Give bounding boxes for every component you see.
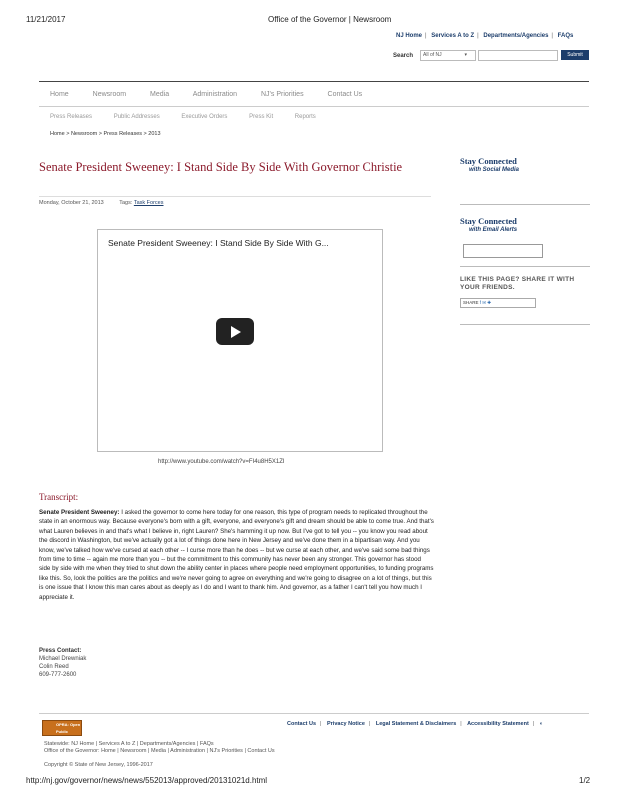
search-label: Search: [393, 53, 414, 59]
video-title[interactable]: Senate President Sweeney: I Stand Side By Side With G...: [108, 238, 329, 248]
subnav-press-releases[interactable]: Press Releases: [50, 114, 93, 120]
search-submit-button[interactable]: Submit: [561, 50, 589, 60]
share-icons: f ✉ ✚: [479, 300, 492, 305]
tags-label: Tags:: [119, 200, 133, 206]
top-link-faqs[interactable]: FAQs: [557, 33, 574, 39]
divider: [460, 266, 590, 267]
breadcrumb[interactable]: Home > Newsroom > Press Releases > 2013: [50, 131, 161, 137]
print-title: Office of the Governor | Newsroom: [268, 15, 392, 24]
footer-link-contact[interactable]: Contact Us: [287, 721, 317, 727]
opra-logo[interactable]: OPRA: Open Public Records Act: [42, 720, 82, 736]
footer-link-legal[interactable]: Legal Statement & Disclaimers: [375, 721, 457, 727]
print-page: 1/2: [579, 776, 591, 785]
footer-link-accessibility[interactable]: Accessibility Statement: [467, 721, 529, 727]
transcript-speaker: Senate President Sweeney:: [39, 509, 120, 516]
subnav-public-addresses[interactable]: Public Addresses: [113, 114, 160, 120]
divider: [39, 81, 589, 82]
nav-contact[interactable]: Contact Us: [327, 91, 363, 98]
footer-office[interactable]: Office of the Governor: Home | Newsroom | Media | Administration | NJ's Priorities | Contact Us: [44, 748, 275, 754]
footer-links: Contact Us | Privacy Notice | Legal Statement & Disclaimers | Accessibility Statement | ◐: [287, 721, 544, 727]
subnav-press-kit[interactable]: Press Kit: [249, 114, 274, 120]
page-title: Senate President Sweeney: I Stand Side By Side With Governor Christie: [39, 160, 403, 174]
article-date: Monday, October 21, 2013: [39, 200, 104, 206]
social-subheading: with Social Media: [469, 167, 520, 173]
sub-nav: [50, 114, 336, 120]
nav-newsroom[interactable]: Newsroom: [92, 91, 127, 98]
play-icon[interactable]: [216, 318, 254, 345]
share-button[interactable]: [460, 298, 536, 308]
transcript-heading: Transcript:: [39, 492, 79, 502]
top-link-nj-home[interactable]: NJ Home: [396, 33, 423, 39]
nav-media[interactable]: Media: [150, 91, 170, 98]
divider: [39, 106, 589, 107]
top-link-departments[interactable]: Departments/Agencies: [483, 33, 549, 39]
subnav-executive-orders[interactable]: Executive Orders: [181, 114, 228, 120]
top-link-services[interactable]: Services A to Z: [431, 33, 475, 39]
nav-administration[interactable]: Administration: [192, 91, 238, 98]
print-date: 11/21/2017: [26, 15, 66, 24]
footer-link-privacy[interactable]: Privacy Notice: [327, 721, 365, 727]
article-meta: [39, 200, 164, 206]
press-contact: [39, 647, 86, 679]
copyright: Copyright © State of New Jersey, 1996-2017: [44, 762, 153, 768]
divider: [39, 713, 589, 714]
print-url: http://nj.gov/governor/news/news/552013/approved/20131021d.html: [26, 776, 268, 785]
transcript-text: I asked the governor to come here today for one reason, this type of program needs to replicated throughout the state in an enormous way. Because everyone's born with a gift, everyone, and everyone's gift and dream should be able to come true. And that's what Lauren believes in and that's what I believe in, right Lauren? She's hamming it up now. But I've got to tell you -- you know you read about the discord in Washington, but we've actually got a lot of things done here in New Jersey and we've done them in a bipartisan way. And you know, we've talked how we've cursed at each other -- I curse more than he does -- but we curse at each other, and we've said some bad things from time to time -- again me more than you -- but the commitment to this community has never been any stronger. This governor has stood side by side with me when they tried to shut down the ability center in places where people need employment opportunities, to funding programs like this. So, look the politics are the politics and we're never going to agree on everything and we're going to disagree on a lot of things, but this is one issue that I know this man cares about as deeply as I do and I want to thank him. And governor, as a father I can't tell you how much I appreciate it.: [39, 509, 434, 601]
chevron-down-icon: ▾: [464, 52, 467, 58]
nav-home[interactable]: Home: [50, 91, 69, 98]
share-label: SHARE: [463, 300, 479, 305]
contact-label: Press Contact:: [39, 648, 82, 654]
accessibility-icon[interactable]: ◐: [539, 721, 544, 727]
email-subheading: with Email Alerts: [469, 227, 518, 233]
contact-phone: 609-777-2600: [39, 672, 77, 678]
email-heading: Stay Connected: [460, 216, 517, 226]
top-links: NJ Home | Services A to Z | Departments/Agencies | FAQs: [396, 33, 574, 39]
contact-name: Colin Reed: [39, 664, 69, 670]
social-heading: Stay Connected: [460, 156, 517, 166]
video-url[interactable]: http://www.youtube.com/watch?v=FI4u8H5X1ZI: [158, 459, 285, 465]
email-input[interactable]: [463, 244, 543, 258]
subnav-reports[interactable]: Reports: [294, 114, 316, 120]
share-prompt: LIKE THIS PAGE? SHARE IT WITH YOUR FRIENDS.: [460, 276, 575, 291]
contact-name: Michael Drewniak: [39, 656, 87, 662]
main-nav: [50, 91, 384, 98]
divider: [39, 196, 431, 197]
video-player[interactable]: [97, 229, 383, 452]
divider: [460, 324, 590, 325]
transcript-body: [39, 508, 434, 602]
search-scope-select[interactable]: All of NJ ▾: [420, 50, 476, 61]
nav-priorities[interactable]: NJ's Priorities: [261, 91, 304, 98]
search-input[interactable]: [478, 50, 558, 61]
tag-link[interactable]: Task Forces: [133, 200, 164, 206]
footer-statewide[interactable]: Statewide: NJ Home | Services A to Z | Departments/Agencies | FAQs Office of the Governor: Home | Newsroom | Media | Administration | NJ's Priorities | Contact Us: [44, 741, 275, 754]
divider: [460, 204, 590, 205]
